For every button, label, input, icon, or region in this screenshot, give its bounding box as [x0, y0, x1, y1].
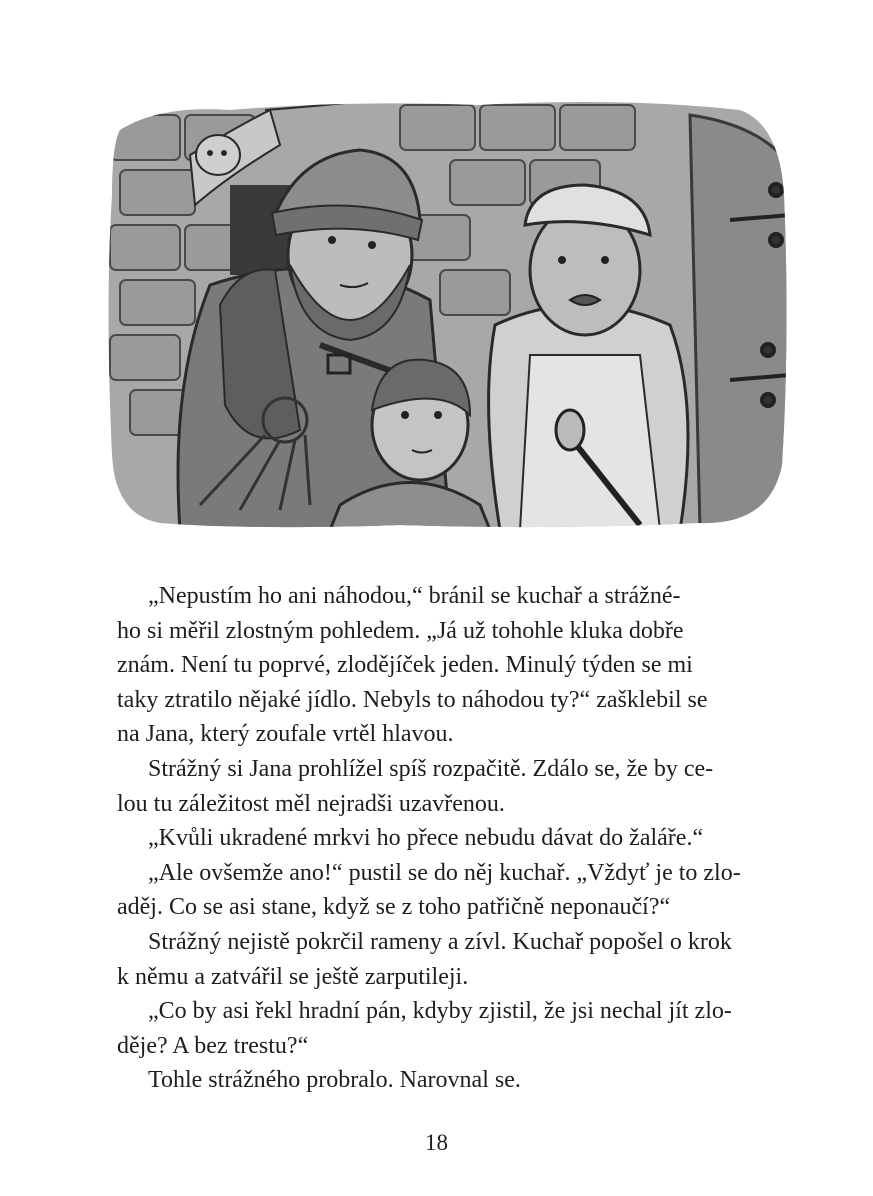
- paragraph: „Co by asi řekl hradní pán, kdyby zjistil, že jsi nechal jít zlo- děje? A bez trestu?“: [117, 998, 732, 1059]
- page-number: 18: [425, 1130, 448, 1155]
- paragraph: Tohle strážného probralo. Narovnal se.: [148, 1067, 521, 1094]
- paragraph: „Nepustím ho ani náhodou,“ bránil se kuchař a strážné- ho si měřil zlostným pohledem. „Já už tohohle kluka dobře znám. Není tu poprvé, zlodějíček jeden. Minulý týden se mi taky ztratilo nějaké jídlo. Nebyls to náhodou ty?“ zašklebil se na Jana, který zoufale vrtěl hlavou.: [117, 583, 708, 748]
- illustration-guard-cook-boy: [100, 85, 790, 530]
- story-text: [117, 579, 777, 1098]
- paragraph: Strážný si Jana prohlížel spíš rozpačitě. Zdálo se, že by ce- lou tu záležitost měl nejradši uzavřenou.: [117, 755, 714, 817]
- paragraph: Strážný nejistě pokrčil rameny a zívl. Kuchař popošel o krok k němu a zatvářil se ještě zarputileji.: [117, 928, 732, 990]
- paragraph: „Ale ovšemže ano!“ pustil se do něj kuchař. „Vždyť je to zlo- aděj. Co se asi stane, když se z toho patřičně neponaučí?“: [117, 859, 741, 921]
- paragraph: „Kvůli ukradené mrkvi ho přece nebudu dávat do žaláře.“: [148, 825, 704, 852]
